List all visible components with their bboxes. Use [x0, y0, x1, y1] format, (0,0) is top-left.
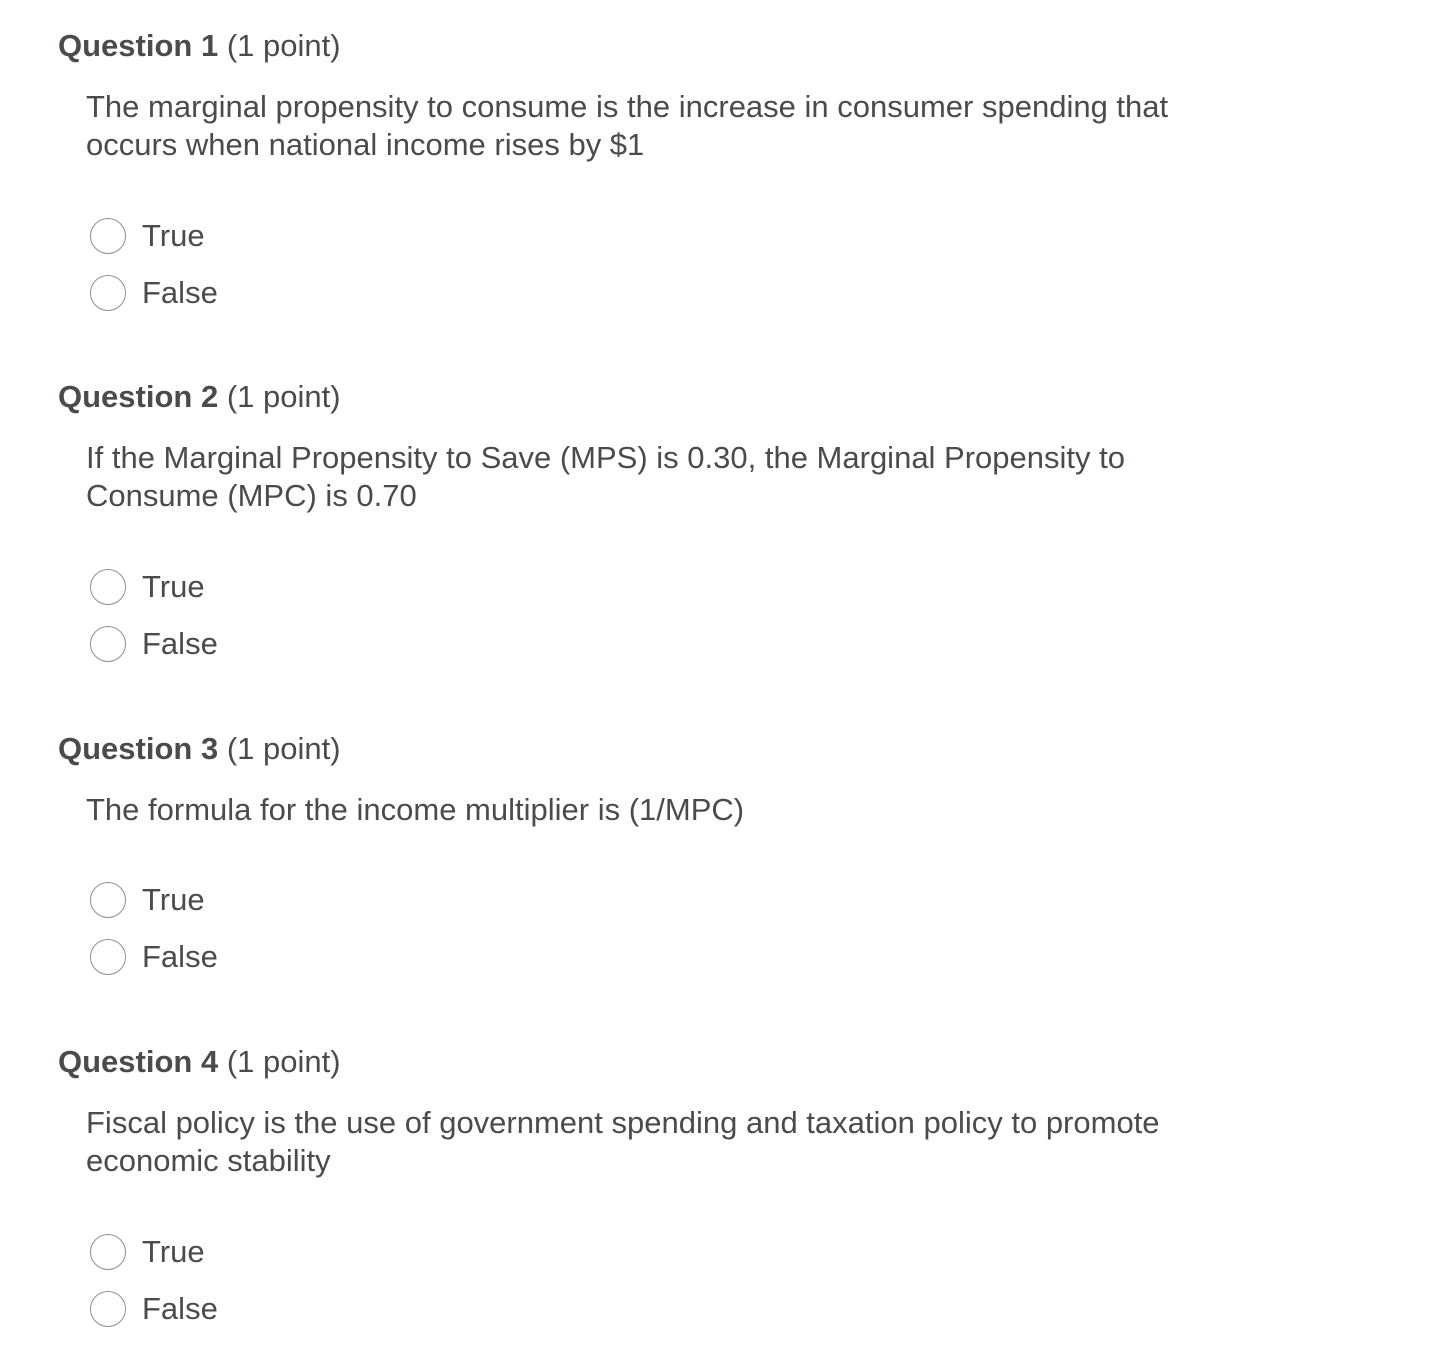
- option-true[interactable]: [90, 1231, 205, 1273]
- question-number: Question 3: [58, 731, 219, 766]
- option-label: True: [142, 882, 205, 917]
- radio-button[interactable]: [90, 275, 126, 311]
- option-label: True: [142, 569, 205, 604]
- option-true[interactable]: [90, 879, 205, 921]
- question-number: Question 4: [58, 1044, 219, 1079]
- question-points: (1 point): [226, 379, 341, 414]
- option-label: False: [142, 939, 218, 974]
- question-text: The marginal propensity to consume is the increase in consumer spending that occurs when national income rises by $1: [86, 89, 1169, 162]
- option-label: True: [142, 1234, 205, 1269]
- radio-button[interactable]: [90, 569, 126, 605]
- option-label: True: [142, 218, 205, 253]
- option-label: False: [142, 275, 218, 310]
- option-true[interactable]: [90, 566, 205, 608]
- option-label: False: [142, 626, 218, 661]
- question-text: Fiscal policy is the use of government spending and taxation policy to promote economic stability: [86, 1105, 1160, 1178]
- option-label: False: [142, 1291, 218, 1326]
- radio-button[interactable]: [90, 1291, 126, 1327]
- option-true[interactable]: [90, 215, 205, 257]
- question-heading: [58, 1042, 341, 1082]
- question-number: Question 2: [58, 379, 219, 414]
- question-points: (1 point): [226, 28, 341, 63]
- question-heading: [58, 729, 341, 769]
- radio-button[interactable]: [90, 939, 126, 975]
- question-heading: [58, 26, 341, 66]
- option-false[interactable]: [90, 623, 218, 665]
- radio-button[interactable]: [90, 626, 126, 662]
- option-false[interactable]: [90, 936, 218, 978]
- question-points: (1 point): [226, 731, 341, 766]
- question-text: If the Marginal Propensity to Save (MPS) is 0.30, the Marginal Propensity to Consume (MPC) is 0.70: [86, 440, 1125, 513]
- question-heading: [58, 377, 341, 417]
- radio-button[interactable]: [90, 218, 126, 254]
- option-false[interactable]: [90, 1288, 218, 1330]
- question-text: The formula for the income multiplier is (1/MPC): [86, 792, 745, 827]
- question-number: Question 1: [58, 28, 219, 63]
- option-false[interactable]: [90, 272, 218, 314]
- radio-button[interactable]: [90, 1234, 126, 1270]
- question-points: (1 point): [226, 1044, 341, 1079]
- radio-button[interactable]: [90, 882, 126, 918]
